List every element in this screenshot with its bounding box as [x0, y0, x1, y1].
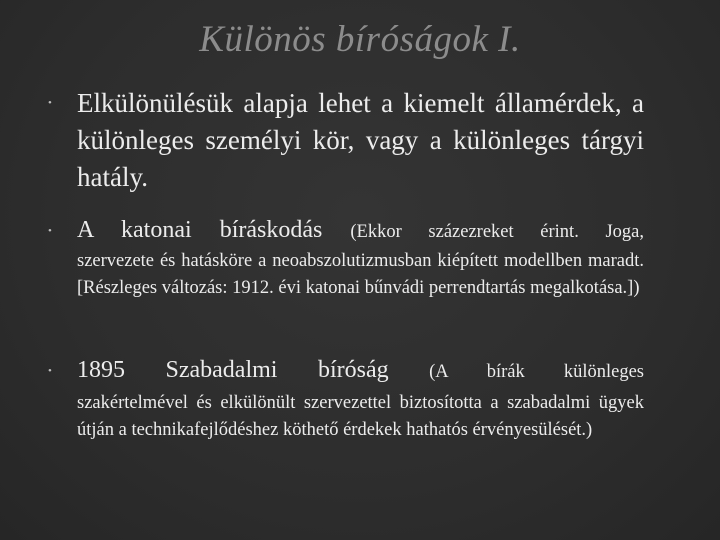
- list-item-3-heading: [77, 353, 644, 389]
- list-item-1: Elkülönülésük alapja lehet a kiemelt államérdek, a különleges személyi kör, vagy a különleges tárgyi hatály.: [77, 88, 644, 192]
- list-item-3-lead-suffix: (A bírák különleges: [429, 362, 645, 382]
- list-item-2-heading: [77, 213, 644, 249]
- bullet-icon: •: [48, 225, 52, 237]
- list-item-3-body: szakértelmével és elkülönült szervezettel biztosította a szabadalmi ügyek útján a technikafejlődéshez köthető érdekek hathatós érvényesülését.): [77, 393, 644, 440]
- list-item-2-lead-suffix: (Ekkor százezreket érint. Joga,: [350, 222, 645, 242]
- slide-title: Különös bíróságok I.: [199, 19, 521, 60]
- bullet-icon: •: [48, 97, 52, 109]
- bullet-icon: •: [48, 365, 52, 377]
- list-item-3-lead: 1895 Szabadalmi bíróság: [77, 357, 389, 383]
- list-item-2-body: szervezete és hatásköre a neoabszolutizmusban kiépített modellben maradt. [Részleges változás: 1912. évi katonai bűnvádi perrendtartás megalkotása.]): [77, 251, 644, 298]
- list-item-2-lead: A katonai bíráskodás: [77, 217, 323, 243]
